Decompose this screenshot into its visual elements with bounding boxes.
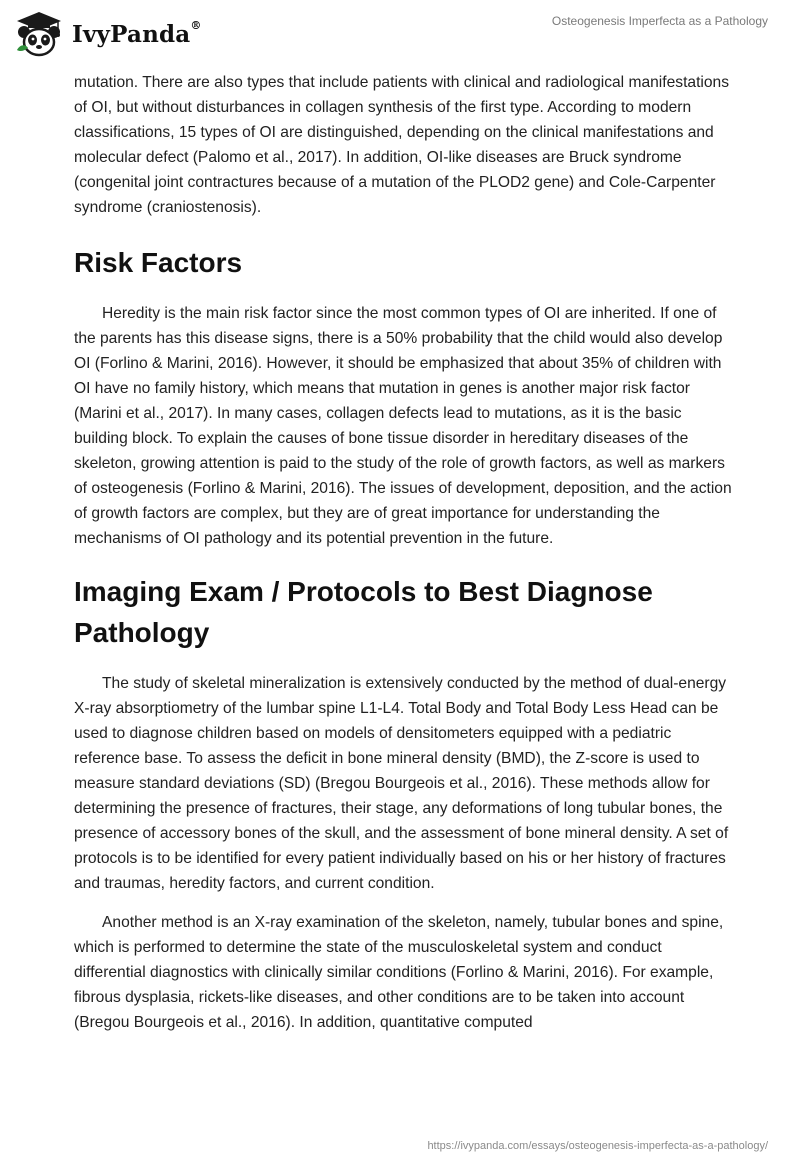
risk-factors-paragraph: Heredity is the main risk factor since the most common types of OI are inherited. If one of the parents has this disease signs, there is a 50% probability that the child would also develop OI (Forlino & Marini, 2016). However, it should be emphasized that about 35% of children with OI have no family history, which means that mutation in genes is another major risk factor (Marini et al., 2017). In many cases, collagen defects lead to mutations, as it is the basic building block. To explain the causes of bone tissue disorder in hereditary diseases of the skeleton, growing attention is paid to the study of the role of growth factors, as well as markers of osteogenesis (Forlino & Marini, 2016). The issues of development, deposition, and the action of growth factors are complex, but they are of great importance for understanding the mechanisms of OI pathology and its potential prevention in the future. <box>74 305 732 547</box>
site-logo[interactable] <box>14 10 202 58</box>
imaging-exam-heading: Imaging Exam / Protocols to Best Diagnose Pathology <box>74 576 653 648</box>
imaging-paragraph-2: Another method is an X-ray examination of the skeleton, namely, tubular bones and spine, which is performed to determine the state of the musculoskeletal system and conduct differential diagnostics with clinically similar conditions (Forlino & Marini, 2016). For example, fibrous dysplasia, rickets-like diseases, and other conditions are to be taken into account (Bregou Bourgeois et al., 2016). In addition, quantitative computed <box>74 914 724 1031</box>
source-url[interactable]: https://ivypanda.com/essays/osteogenesis-imperfecta-as-a-pathology/ <box>427 1140 768 1152</box>
risk-factors-heading: Risk Factors <box>74 247 243 278</box>
page-header <box>0 0 800 70</box>
registered-mark: ® <box>190 18 202 32</box>
document-title: Osteogenesis Imperfecta as a Pathology <box>551 14 768 28</box>
imaging-paragraph-1: The study of skeletal mineralization is extensively conducted by the method of dual-energy X-ray absorptiometry of the lumbar spine L1-L4. Total Body and Total Body Less Head can be used to diagnose children based on models of densitometers equipped with a pediatric reference base. To assess the deficit in bone mineral density (BMD), the Z-score is used to measure standard deviations (SD) (Bregou Bourgeois et al., 2016). These methods allow for determining the presence of fractures, their stage, any deformations of long tubular bones, the presence of accessory bones of the skull, and the assessment of bone mineral density. A set of protocols is to be identified for every patient individually based on his or her history of fractures and traumas, heredity factors, and current condition. <box>74 675 729 892</box>
intro-paragraph: mutation. There are also types that include patients with clinical and radiological manifestations of OI, but without disturbances in collagen synthesis of the first type. According to modern classifications, 15 types of OI are distinguished, depending on the clinical manifestations and molecular defect (Palomo et al., 2017). In addition, OI-like diseases are Bruck syndrome (congenital joint contractures because of a mutation of the PLOD2 gene) and Cole-Carpenter syndrome (craniostenosis). <box>74 74 730 216</box>
panda-graduate-icon <box>14 10 64 58</box>
logo-wordmark: IvyPanda® <box>72 18 202 48</box>
essay-content <box>74 70 734 1035</box>
